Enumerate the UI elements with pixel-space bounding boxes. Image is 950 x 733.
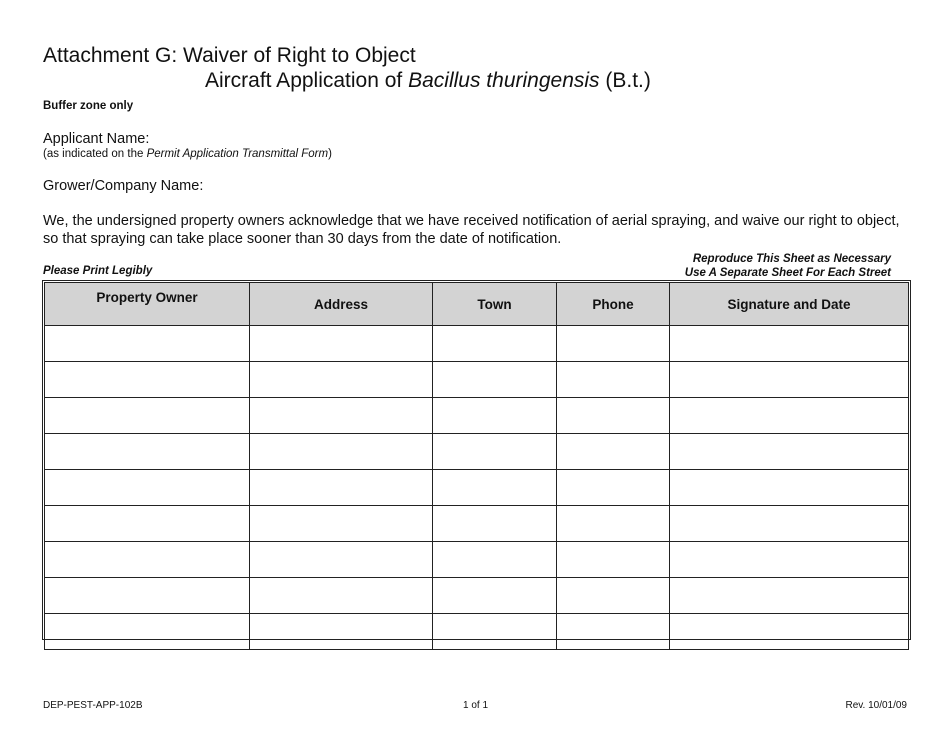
page-subtitle (205, 69, 651, 93)
form-id: DEP-PEST-APP-102B (43, 700, 143, 711)
owner-cell[interactable] (45, 578, 250, 614)
owner-cell[interactable] (45, 614, 250, 650)
town-cell[interactable] (433, 398, 557, 434)
col-header-property-owner: Property Owner (45, 283, 250, 326)
applicant-name-label: Applicant Name: (43, 131, 150, 147)
signature-cell[interactable] (670, 506, 909, 542)
applicant-note-form: Permit Application Transmittal Form (146, 148, 329, 160)
owner-cell[interactable] (45, 362, 250, 398)
town-cell[interactable] (433, 614, 557, 650)
owner-cell[interactable] (45, 326, 250, 362)
signature-cell[interactable] (670, 542, 909, 578)
page-number: 1 of 1 (463, 700, 489, 711)
phone-cell[interactable] (557, 614, 670, 650)
owner-cell[interactable] (45, 506, 250, 542)
table-row (45, 506, 909, 542)
address-cell[interactable] (250, 434, 433, 470)
table-header-row (45, 283, 909, 326)
subtitle-species: Bacillus thuringensis (408, 69, 600, 92)
subtitle-suffix: (B.t.) (599, 69, 651, 92)
town-cell[interactable] (433, 578, 557, 614)
town-cell[interactable] (433, 506, 557, 542)
address-cell[interactable] (250, 470, 433, 506)
signature-cell[interactable] (670, 434, 909, 470)
table-row (45, 362, 909, 398)
address-cell[interactable] (250, 506, 433, 542)
reproduce-sheet-note: Reproduce This Sheet as Necessary (692, 253, 891, 265)
signature-table-frame (42, 280, 911, 640)
town-cell[interactable] (433, 434, 557, 470)
signature-cell[interactable] (670, 470, 909, 506)
signature-table (44, 282, 909, 650)
reproduce-note (685, 252, 891, 280)
address-cell[interactable] (250, 542, 433, 578)
signature-cell[interactable] (670, 362, 909, 398)
buffer-zone-note: Buffer zone only (43, 100, 134, 112)
revision-date: Rev. 10/01/09 (845, 700, 907, 711)
phone-cell[interactable] (557, 578, 670, 614)
phone-cell[interactable] (557, 506, 670, 542)
signature-cell[interactable] (670, 398, 909, 434)
print-legibly-note: Please Print Legibly (43, 265, 153, 277)
phone-cell[interactable] (557, 326, 670, 362)
phone-cell[interactable] (557, 470, 670, 506)
table-row (45, 470, 909, 506)
town-cell[interactable] (433, 542, 557, 578)
address-cell[interactable] (250, 362, 433, 398)
page-title: Attachment G: Waiver of Right to Object (43, 44, 416, 67)
town-cell[interactable] (433, 470, 557, 506)
address-cell[interactable] (250, 578, 433, 614)
col-header-phone: Phone (557, 283, 670, 326)
col-header-town: Town (433, 283, 557, 326)
table-row (45, 614, 909, 650)
applicant-note-suffix: ) (328, 148, 332, 160)
acknowledgement-text: We, the undersigned property owners acknowledge that we have received notification of aerial spraying, and waive our right to object, so that spraying can take place sooner than 30 days from the date of notification. (43, 213, 900, 247)
owner-cell[interactable] (45, 470, 250, 506)
owner-cell[interactable] (45, 542, 250, 578)
address-cell[interactable] (250, 614, 433, 650)
applicant-name-note (43, 148, 332, 160)
col-header-address: Address (250, 283, 433, 326)
address-cell[interactable] (250, 326, 433, 362)
signature-cell[interactable] (670, 578, 909, 614)
address-cell[interactable] (250, 398, 433, 434)
subtitle-prefix: Aircraft Application of (205, 69, 409, 92)
table-row (45, 398, 909, 434)
table-row (45, 578, 909, 614)
town-cell[interactable] (433, 362, 557, 398)
table-row (45, 434, 909, 470)
separate-sheet-note: Use A Separate Sheet For Each Street (684, 267, 891, 279)
signature-cell[interactable] (670, 326, 909, 362)
col-header-signature-date: Signature and Date (670, 283, 909, 326)
town-cell[interactable] (433, 326, 557, 362)
grower-company-label: Grower/Company Name: (43, 178, 204, 194)
owner-cell[interactable] (45, 398, 250, 434)
table-row (45, 326, 909, 362)
phone-cell[interactable] (557, 434, 670, 470)
owner-cell[interactable] (45, 434, 250, 470)
phone-cell[interactable] (557, 542, 670, 578)
phone-cell[interactable] (557, 362, 670, 398)
phone-cell[interactable] (557, 398, 670, 434)
applicant-note-prefix: (as indicated on the (43, 148, 147, 160)
table-row (45, 542, 909, 578)
signature-cell[interactable] (670, 614, 909, 650)
